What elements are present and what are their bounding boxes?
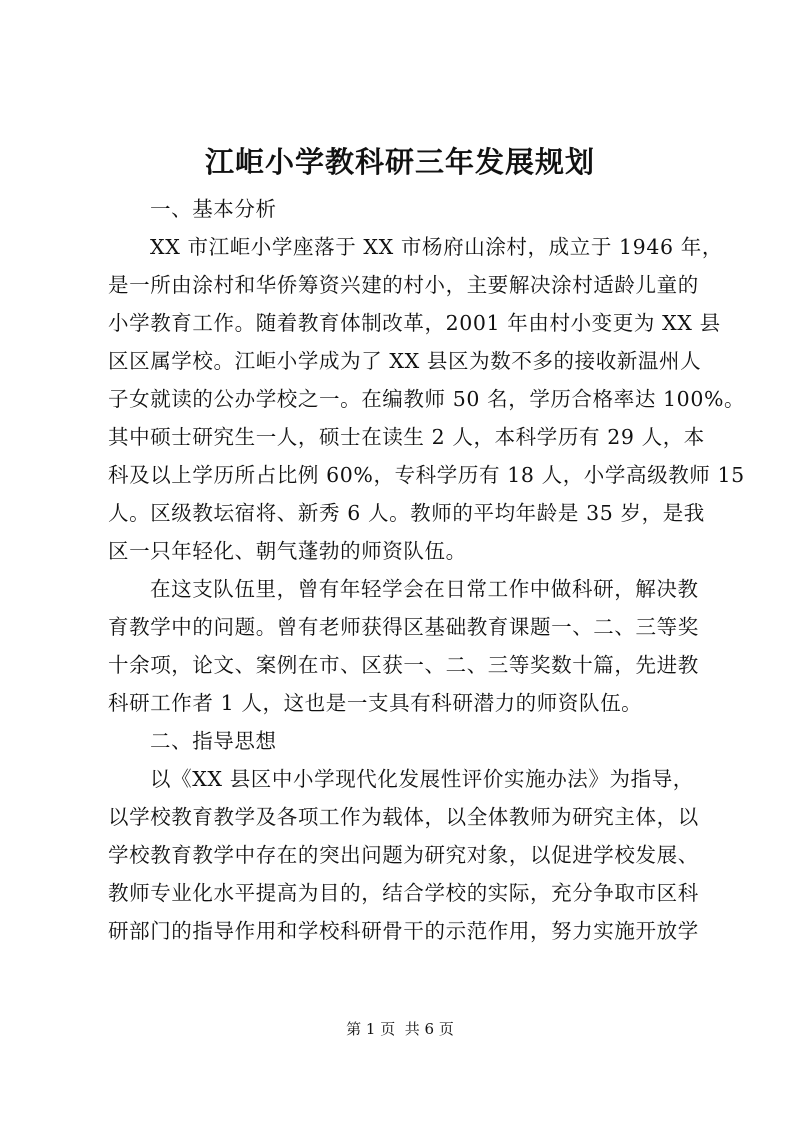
paragraph-line: 是一所由涂村和华侨筹资兴建的村小，主要解决涂村适龄儿童的 [108, 273, 699, 297]
paragraph-line: 子女就读的公办学校之一。在编教师 50 名，学历合格率达 100%。 [108, 387, 746, 411]
page-indicator: 第 1 页 共 6 页 [346, 1020, 454, 1038]
section-heading-2: 二、指导思想 [150, 729, 277, 753]
paragraph-line: 以《XX 县区中小学现代化发展性评价实施办法》为指导， [150, 767, 694, 791]
paragraph-line: 科及以上学历所占比例 60%，专科学历有 18 人，小学高级教师 15 [108, 463, 745, 487]
paragraph-line: 区区属学校。江岠小学成为了 XX 县区为数不多的接收新温州人 [108, 349, 702, 373]
paragraph-line: 其中硕士研究生一人，硕士在读生 2 人，本科学历有 29 人，本 [108, 425, 705, 449]
paragraph-line: 育教学中的问题。曾有老师获得区基础教育课题一、二、三等奖 [108, 615, 699, 639]
paragraph-line: 以学校教育教学及各项工作为载体，以全体教师为研究主体，以 [108, 805, 699, 829]
paragraph-line: XX 市江岠小学座落于 XX 市杨府山涂村，成立于 1946 年， [150, 235, 723, 259]
section-heading-1: 一、基本分析 [150, 197, 277, 221]
paragraph-line: 研部门的指导作用和学校科研骨干的示范作用，努力实施开放学 [108, 919, 699, 943]
paragraph-line: 科研工作者 1 人，这也是一支具有科研潜力的师资队伍。 [108, 691, 643, 715]
paragraph-line: 人。区级教坛宿将、新秀 6 人。教师的平均年龄是 35 岁，是我 [108, 501, 705, 525]
paragraph-line: 区一只年轻化、朝气蓬勃的师资队伍。 [108, 539, 467, 563]
paragraph-line: 学校教育教学中存在的突出问题为研究对象，以促进学校发展、 [108, 843, 699, 867]
paragraph-line: 教师专业化水平提高为目的，结合学校的实际，充分争取市区科 [108, 881, 699, 905]
paragraph-line: 在这支队伍里，曾有年轻学会在日常工作中做科研，解决教 [150, 577, 699, 601]
paragraph-line: 小学教育工作。随着教育体制改革，2001 年由村小变更为 XX 县 [108, 311, 721, 335]
document-title: 江岠小学教科研三年发展规划 [204, 145, 595, 179]
paragraph-line: 十余项，论文、案例在市、区获一、二、三等奖数十篇，先进教 [108, 653, 699, 677]
